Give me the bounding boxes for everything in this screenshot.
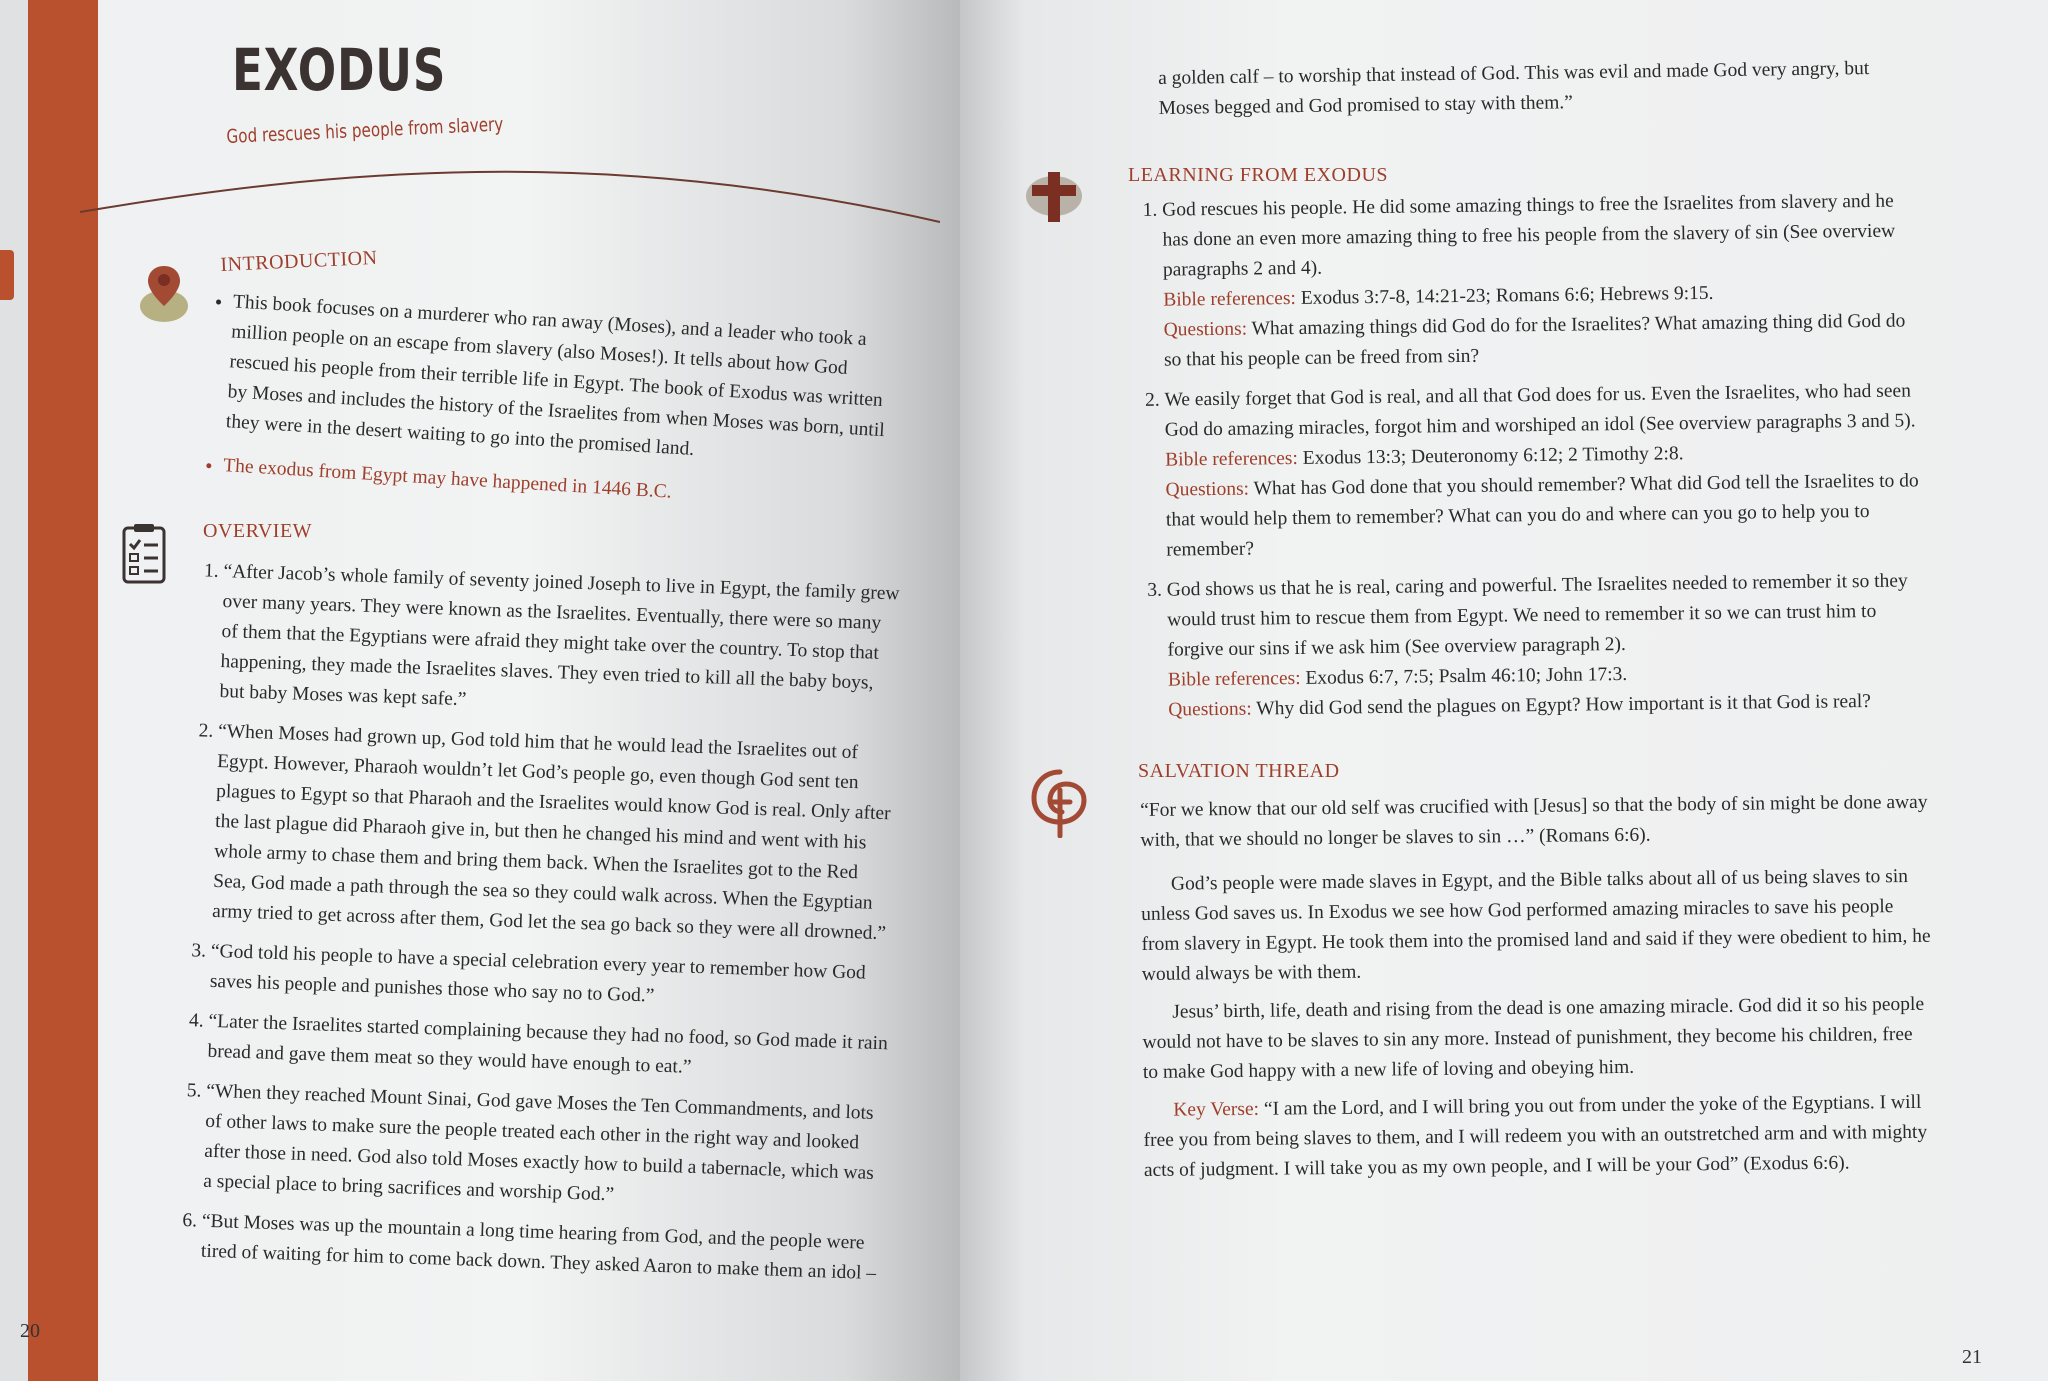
key-verse <box>1143 1088 1934 1186</box>
bible-references: Exodus 13:3; Deuteronomy 6:12; 2 Timothy 2:8. <box>1302 443 1684 469</box>
page-edge <box>0 0 28 1381</box>
learning-text: God shows us that he is real, caring and powerful. The Israelites needed to remember it so they would trust him to rescue them from Egypt. We need to remember it so we can trust him to forgive our sins if we ask him (See overview paragraph 2). <box>1166 570 1908 661</box>
questions-label: Questions: <box>1165 478 1250 501</box>
questions-label: Questions: <box>1168 698 1252 721</box>
continuation-text: a golden calf – to worship that instead of God. This was evil and made God very angry, but Moses begged and God promised to stay with them.” <box>1158 58 1870 119</box>
learning-item <box>1167 566 1927 725</box>
refs-label: Bible references: <box>1163 287 1297 311</box>
left-page <box>0 0 960 1381</box>
page-number-left: 20 <box>20 1320 40 1342</box>
learning-text: We easily forget that God is real, and all that God does for us. Even the Israelites, who had seen God do amazing miracles, forgot him and worshiped an idol (See overview paragraphs 3 and 5). <box>1164 380 1916 441</box>
refs-label: Bible references: <box>1165 447 1298 471</box>
learning-heading: LEARNING FROM EXODUS <box>1128 164 1389 186</box>
overview-continuation <box>1158 53 1919 132</box>
overview-item: 5. “When they reached Mount Sinai, God gave Moses the Ten Commandments, and lots of other laws to make sure the people treated each other in the right way and looked after those in need. God also told Moses exactly how to build a tabernacle, which was a special place to bring sacrifices and worship God.” <box>203 1077 887 1219</box>
salvation-thread-icon <box>1028 766 1092 838</box>
edge-tab <box>0 250 14 300</box>
header-divider <box>80 150 940 230</box>
learning-text: God rescues his people. He did some amazing things to free the Israelites from slavery and he has done an even more amazing thing to free his people from the slavery of sin (See overview paragraphs 2 and 4). <box>1162 190 1896 281</box>
questions-text: What has God done that you should remember? What did God tell the Israelites to do that would help them to remember? What can you do and where can you go to help you to remember? <box>1165 470 1919 561</box>
right-page <box>960 0 2048 1381</box>
introduction-heading: INTRODUCTION <box>220 246 378 276</box>
salvation-paragraph: God’s people were made slaves in Egypt, and the Bible talks about all of us being slaves to sin unless God saves us. In Exodus we see how God performed amazing miracles to save his people from slavery in Egypt. He took them into the promised land and said if they were obedient to him, he would always be with them. <box>1141 865 1931 985</box>
overview-item: 3. “God told his people to have a special celebration every year to remember how God saves his people and punishes those who say no to God.” <box>209 937 891 1020</box>
salvation-paragraph: Jesus’ birth, life, death and rising from the dead is one amazing miracle. God did it so his people would not have to be slaves to sin any more. Instead of punishment, they become his children, free to make God happy with a new life of loving and obeying him. <box>1142 993 1925 1083</box>
overview-list <box>168 556 903 1299</box>
key-verse-label: Key Verse: <box>1173 1098 1260 1121</box>
page-number-right: 21 <box>1962 1346 1982 1368</box>
salvation-text <box>1140 788 1934 1194</box>
bible-references: Exodus 3:7-8, 14:21-23; Romans 6:6; Hebrews 9:15. <box>1300 282 1714 309</box>
refs-label: Bible references: <box>1167 667 1301 691</box>
checklist-icon <box>120 522 168 586</box>
learning-item <box>1164 376 1924 565</box>
map-pin-icon <box>138 262 190 324</box>
bible-references: Exodus 6:7, 7:5; Psalm 46:10; John 17:3. <box>1305 663 1628 689</box>
questions-text: Why did God send the plagues on Egypt? How important is it that God is real? <box>1256 690 1871 720</box>
overview-item: 4. “Later the Israelites started complaining because they had no food, so God made it rain bread and gave them meat so they would have enough to eat.” <box>207 1007 889 1090</box>
cross-icon <box>1024 168 1084 230</box>
key-verse-text: “I am the Lord, and I will bring you out from under the yoke of the Egyptians. I will free you from being slaves to them, and I will redeem you with an outstretched arm and with mighty acts of judgment. I will take you as my own people, and I will be your God” (Exodus 6:6). <box>1143 1091 1928 1181</box>
page-title: EXODUS <box>232 36 447 104</box>
salvation-quote: “For we know that our old self was crucified with [Jesus] so that the body of sin might be done away with, that we should no longer be slaves to sin …” (Romans 6:6). <box>1140 791 1928 851</box>
questions-label: Questions: <box>1163 318 1248 341</box>
overview-item: 2. “When Moses had grown up, God told him that he would lead the Israelites out of Egypt. However, Pharaoh wouldn’t let God’s people go, even though God sent ten plagues to Egypt so that Pharaoh and the Israelites would know God is real. Only after the last plague did Pharaoh give in, but then he changed his mind and went with his whole army to chase them and bring them back. When the Israelites got to the Red Sea, God made a path through the sea so they could walk across. When the Egyptian army tried to get across after them, God let the sea go back so they were all drowned.” <box>212 717 899 949</box>
introduction-text <box>198 286 909 535</box>
overview-heading: OVERVIEW <box>203 520 313 542</box>
salvation-heading: SALVATION THREAD <box>1138 760 1340 782</box>
overview-item: 1. “After Jacob’s whole family of seventy joined Joseph to live in Egypt, the family grew over many years. They were known as the Israelites. Eventually, there were so many of them that the Egyptians were afraid they might take over the country. To stop that happening, they made the Israelites slaves. They even tried to kill all the baby boys, but baby Moses was kept safe.” <box>219 557 904 729</box>
learning-list <box>1130 186 1927 736</box>
introduction-bullet: • This book focuses on a murderer who ran away (Moses), and a leader who took a million people on an escape from slavery (also Moses!). It tells about how God rescued his people from their terrible life in Egypt. The book of Exodus was written by Moses and includes the history of the Israelites from when Moses was born, until they were in the desert waiting to go into the promised land. <box>225 287 909 477</box>
introduction-bullet: • The exodus from Egypt may have happened in 1446 B.C. <box>222 451 899 521</box>
overview-item: 6. “But Moses was up the mountain a long time hearing from God, and the people were tired of waiting for him to come back down. They asked Aaron to make them an idol – <box>200 1207 882 1290</box>
learning-item <box>1162 186 1922 375</box>
questions-text: What amazing things did God do for the Israelites? What amazing thing did God do so that his people can be freed from sin? <box>1163 310 1906 371</box>
page-subtitle: God rescues his people from slavery <box>226 113 504 148</box>
